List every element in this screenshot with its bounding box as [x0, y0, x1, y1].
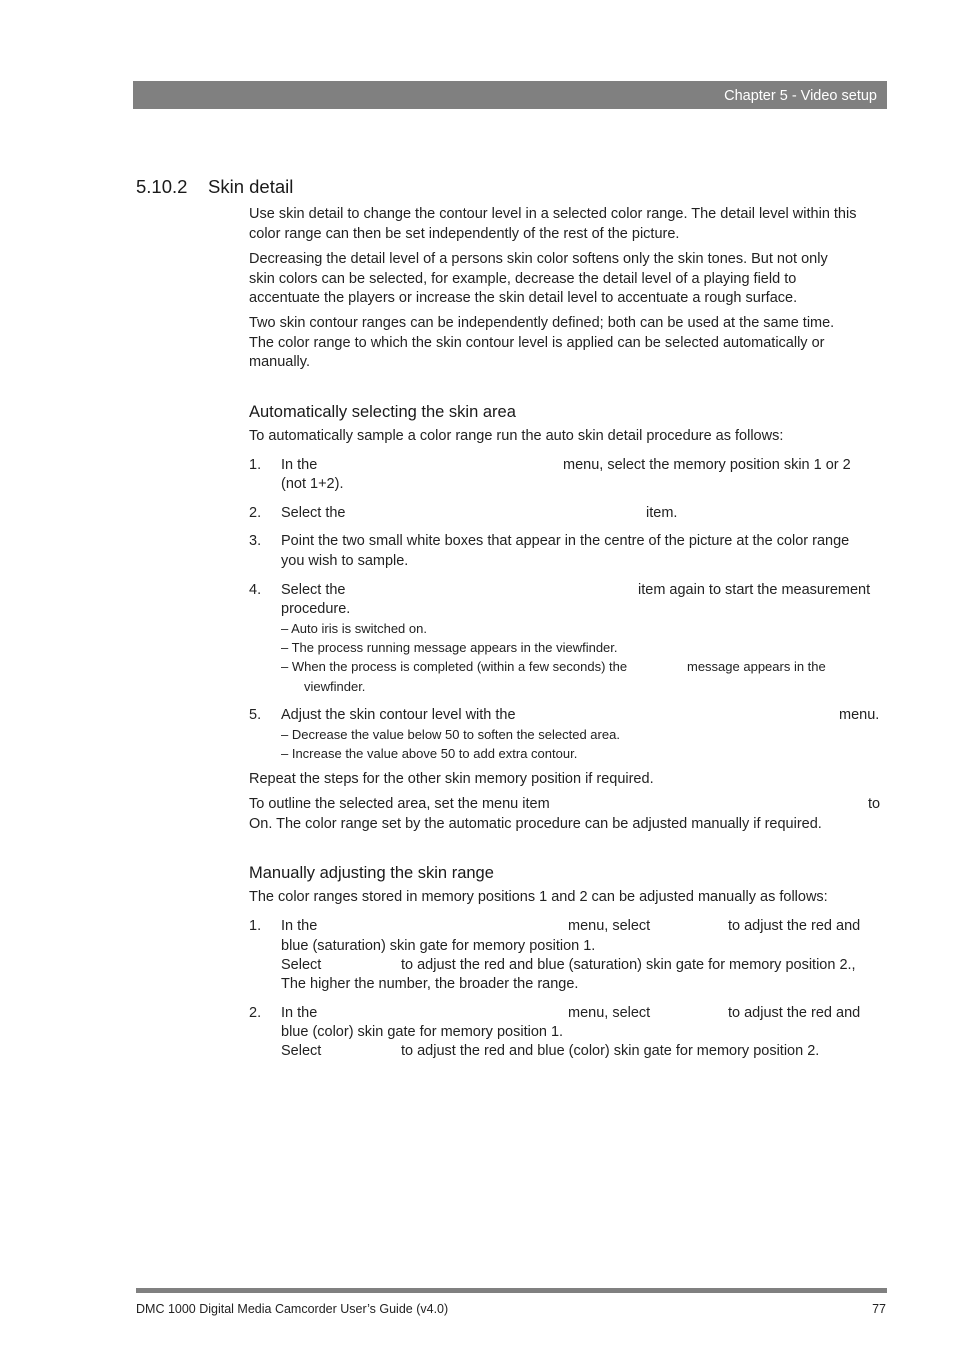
auto-step5-dash2: – Increase the value above 50 to add extra contour.	[281, 746, 578, 761]
manual-step2-text-e: Select	[281, 1043, 322, 1059]
auto-step2-text-a: Select the	[281, 505, 346, 521]
auto-step4-dash3-a: – When the process is completed (within a few seconds) the	[281, 659, 628, 674]
manual-step1-text-c: to adjust the red and	[728, 918, 861, 934]
section-number: 5.10.2	[136, 176, 188, 197]
auto-heading: Automatically selecting the skin area	[249, 403, 516, 421]
manual-step2-text-d: blue (color) skin gate for memory position 1.	[281, 1024, 564, 1040]
manual-step2-number: 2.	[249, 1005, 262, 1021]
auto-step5-text-b: menu.	[839, 707, 880, 723]
manual-step1-text-e: Select	[281, 957, 322, 973]
auto-step4-dash3-b: message appears in the	[687, 659, 826, 674]
manual-step1-number: 1.	[249, 918, 262, 934]
footer-rule	[136, 1288, 887, 1293]
auto-step3-text-a: Point the two small white boxes that appear in the centre of the picture at the color range	[281, 533, 850, 549]
intro-p3-line3: manually.	[249, 354, 310, 370]
intro-p2-line3: accentuate the players or increase the skin detail level to accentuate a rough surface.	[249, 290, 798, 306]
page-number: 77	[872, 1302, 886, 1316]
intro-p2-line2: skin colors can be selected, for example, decrease the detail level of a playing field to	[249, 271, 797, 287]
auto-step4-dash2: – The process running message appears in the viewfinder.	[281, 640, 618, 655]
auto-step4-text-b: item again to start the measurement	[638, 582, 871, 598]
auto-step2-number: 2.	[249, 505, 262, 521]
auto-repeat: Repeat the steps for the other skin memory position if required.	[249, 771, 654, 787]
manual-step1-text-f: to adjust the red and blue (saturation) skin gate for memory position 2.,	[401, 957, 856, 973]
auto-outline-c: On. The color range set by the automatic procedure can be adjusted manually if required.	[249, 816, 822, 832]
intro-p3-line1: Two skin contour ranges can be independently defined; both can be used at the same time.	[249, 315, 835, 331]
manual-heading: Manually adjusting the skin range	[249, 864, 494, 882]
auto-outline-b: to	[868, 796, 881, 812]
auto-step1-text-b: menu, select the memory position skin 1 or 2	[563, 457, 851, 473]
section-heading	[136, 176, 293, 198]
chapter-header-bar	[133, 81, 887, 109]
intro-p3-line2: The color range to which the skin contour level is applied can be selected automatically or	[249, 335, 825, 351]
intro-p1-line1: Use skin detail to change the contour level in a selected color range. The detail level within this	[249, 206, 857, 222]
chapter-title: Chapter 5 - Video setup	[724, 88, 877, 104]
manual-step1-text-g: The higher the number, the broader the range.	[281, 976, 579, 992]
auto-step5-number: 5.	[249, 707, 262, 723]
section-title: Skin detail	[208, 176, 294, 197]
auto-outline-a: To outline the selected area, set the menu item	[249, 796, 550, 812]
footer-guide-title: DMC 1000 Digital Media Camcorder User’s Guide (v4.0)	[136, 1302, 449, 1316]
auto-step1-text-c: (not 1+2).	[281, 476, 344, 492]
auto-lead: To automatically sample a color range run the auto skin detail procedure as follows:	[249, 428, 784, 444]
manual-step1-text-d: blue (saturation) skin gate for memory position 1.	[281, 938, 596, 954]
intro-p1-line2: color range can then be set independently of the rest of the picture.	[249, 226, 680, 242]
manual-lead: The color ranges stored in memory positions 1 and 2 can be adjusted manually as follows:	[249, 889, 828, 905]
auto-step4-dash3-c: viewfinder.	[304, 679, 366, 694]
manual-step2-text-b: menu, select	[568, 1005, 651, 1021]
intro-p2-line1: Decreasing the detail level of a persons skin color softens only the skin tones. But not only	[249, 251, 828, 267]
auto-step5-text-a: Adjust the skin contour level with the	[281, 707, 516, 723]
auto-step4-number: 4.	[249, 582, 262, 598]
manual-step1-text-b: menu, select	[568, 918, 651, 934]
manual-step1-text-a: In the	[281, 918, 318, 934]
auto-step4-text-a: Select the	[281, 582, 346, 598]
auto-step5-dash1: – Decrease the value below 50 to soften the selected area.	[281, 727, 620, 742]
auto-step2-text-b: item.	[646, 505, 678, 521]
auto-step1-number: 1.	[249, 457, 262, 473]
auto-step1-text-a: In the	[281, 457, 318, 473]
manual-step2-text-a: In the	[281, 1005, 318, 1021]
manual-step2-text-f: to adjust the red and blue (color) skin gate for memory position 2.	[401, 1043, 820, 1059]
auto-step3-text-b: you wish to sample.	[281, 553, 409, 569]
auto-step3-number: 3.	[249, 533, 262, 549]
auto-step4-dash1: – Auto iris is switched on.	[281, 621, 427, 636]
auto-step4-text-c: procedure.	[281, 601, 351, 617]
manual-step2-text-c: to adjust the red and	[728, 1005, 861, 1021]
